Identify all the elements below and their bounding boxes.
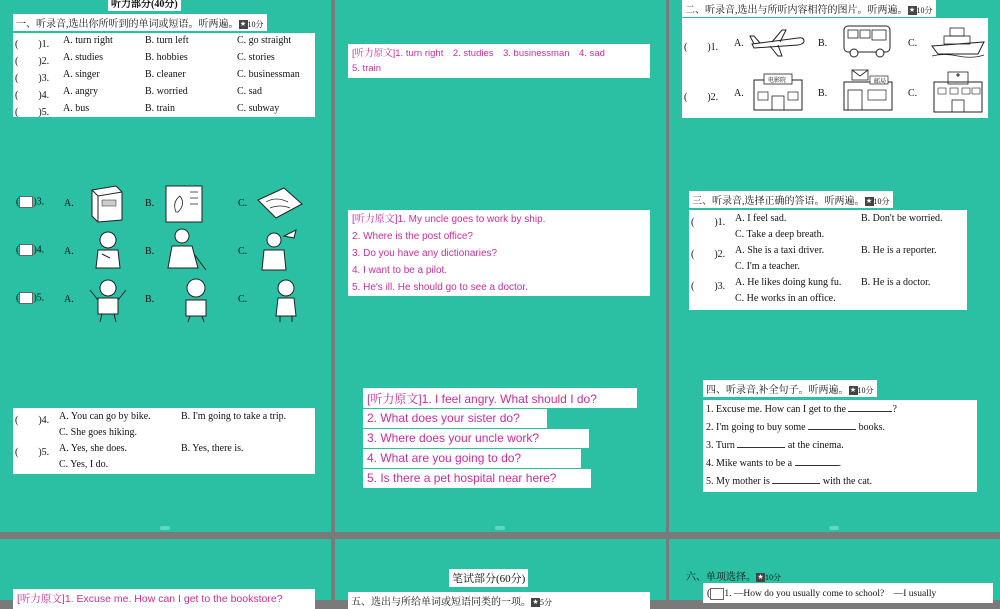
section-heading: 四、听录音,补全句子。听两遍。★10分 (703, 380, 877, 397)
fill-blank-row: 2. I'm going to buy some books. (706, 422, 885, 433)
slide-indicator (829, 526, 839, 530)
option-b[interactable]: B. worried (145, 86, 188, 97)
answer-blank[interactable] (808, 429, 856, 430)
picture-box (682, 18, 988, 118)
script-line-box (363, 409, 547, 428)
option-c[interactable]: C. She goes hiking. (59, 427, 138, 438)
section-heading: 六、单项选择。★10分 (686, 572, 781, 583)
option-c[interactable]: C. businessman (237, 69, 300, 80)
answer-box[interactable] (19, 196, 33, 208)
option-b[interactable]: B. He is a reporter. (861, 245, 937, 256)
slide-5[interactable] (335, 176, 666, 360)
option-a[interactable]: A. bus (63, 103, 90, 114)
star-icon: ★ (849, 386, 857, 395)
question-number: ( )2. (691, 249, 726, 260)
thinking-boy-icon[interactable] (266, 276, 306, 324)
question-row: ( )1. (15, 39, 50, 50)
option-c[interactable]: C. I'm a teacher. (735, 261, 800, 272)
bus-icon[interactable] (840, 22, 896, 60)
option-a[interactable]: A. (734, 88, 744, 99)
script-line-box (363, 449, 581, 468)
dictionary-book-icon[interactable] (88, 182, 128, 224)
section-heading: 五、选出与所给单词或短语同类的一项。★5分 (348, 592, 650, 609)
option-a[interactable]: A. You can go by bike. (59, 411, 151, 422)
question-box: ( 1. —How do you usually come to school? —I usually (703, 583, 993, 603)
post-office-sign: 邮局 (874, 79, 887, 85)
question-number: ( )3. (16, 196, 45, 208)
question-box (703, 400, 977, 492)
map-icon[interactable] (254, 182, 304, 224)
option-b[interactable]: B. (818, 38, 828, 49)
question-row: ( )4. (15, 90, 50, 101)
slide-7[interactable] (0, 348, 331, 532)
fill-blank-row: 5. My mother is with the cat. (706, 476, 873, 487)
script-line: 4. I want to be a pilot. (352, 265, 448, 276)
option-c[interactable]: C. (238, 246, 248, 257)
option-a[interactable]: A. He likes doing kung fu. (735, 277, 842, 288)
question-number: ( )1. (684, 42, 719, 53)
slide-1[interactable] (0, 0, 331, 184)
question-number: ( )5. (16, 292, 45, 304)
script-line: 4. What are you going to do? (367, 451, 522, 465)
script-box (348, 210, 650, 296)
option-b[interactable]: B. He is a doctor. (861, 277, 931, 288)
script-line: 5. Is there a pet hospital near here? (367, 471, 557, 485)
fill-blank-row: 3. Turn at the cinema. (706, 440, 844, 451)
slide-10[interactable] (0, 539, 331, 605)
option-c[interactable]: C. subway (237, 103, 280, 114)
question-number: ( )4. (15, 415, 50, 426)
option-c[interactable]: C. (908, 38, 918, 49)
slide-indicator (160, 526, 170, 530)
question-row: ( )5. (15, 107, 50, 118)
slide-6[interactable] (669, 176, 1000, 360)
option-a[interactable]: A. (64, 198, 74, 209)
section-heading: 三、听录音,选择正确的答语。听两遍。★10分 (689, 191, 893, 208)
question-number: ( )1. (691, 217, 726, 228)
option-a[interactable]: A. Yes, she does. (59, 443, 128, 454)
slide-2[interactable] (335, 0, 666, 184)
answer-blank[interactable] (795, 465, 839, 466)
option-b[interactable]: B. train (145, 103, 175, 114)
script-line: 5. He's ill. He should go to see a doctor. (352, 282, 528, 293)
answer-blank[interactable] (848, 411, 892, 412)
option-c[interactable]: C. Take a deep breath. (735, 229, 825, 240)
fill-blank-row: 4. Mike wants to be a . (706, 458, 842, 469)
slide-3[interactable] (669, 0, 1000, 184)
option-a[interactable]: A. angry (63, 86, 98, 97)
option-b[interactable]: B. (145, 294, 155, 305)
star-icon: ★ (865, 197, 873, 206)
star-icon: ★ (908, 6, 916, 15)
part-title: 听力部分(40分) (108, 0, 181, 11)
option-b[interactable]: B. (145, 198, 155, 209)
hospital-building-icon[interactable] (930, 70, 986, 114)
option-b[interactable]: B. Yes, there is. (181, 443, 244, 454)
option-b[interactable]: B. hobbies (145, 52, 188, 63)
script-line: 2. What does your sister do? (367, 411, 520, 425)
star-icon: ★ (757, 573, 764, 582)
answer-blank[interactable] (772, 483, 820, 484)
option-a[interactable]: A. studies (63, 52, 103, 63)
question-number: ( )5. (15, 447, 50, 458)
option-a[interactable]: A. She is a taxi driver. (735, 245, 825, 256)
answer-box[interactable] (19, 292, 33, 304)
cinema-sign: 电影院 (768, 78, 787, 84)
slide-indicator (495, 526, 505, 530)
slide-12[interactable] (669, 539, 1000, 600)
slide-9[interactable] (669, 348, 1000, 532)
option-c[interactable]: C. stories (237, 52, 275, 63)
script-line-box (363, 388, 637, 408)
option-c[interactable]: C. (238, 198, 248, 209)
script-line: 5. train (352, 63, 382, 74)
option-c[interactable]: C. go straight (237, 35, 292, 46)
question-number: ( )3. (691, 281, 726, 292)
post-office-icon[interactable] (838, 68, 898, 114)
question-text: 1. —How do you usually come to school? —I usually (724, 589, 937, 599)
answer-box[interactable] (19, 244, 33, 256)
script-line-box (363, 469, 591, 488)
option-c[interactable]: C. sad (237, 86, 262, 97)
postcard-icon[interactable] (162, 182, 206, 226)
slide-8[interactable] (335, 348, 666, 532)
option-c[interactable]: C. He works in an office. (735, 293, 836, 304)
script-line: 3. Where does your uncle work? (367, 431, 540, 445)
answer-blank[interactable] (737, 447, 785, 448)
answer-box[interactable] (710, 588, 724, 600)
question-box (689, 210, 967, 310)
question-row: ( )2. (15, 56, 50, 67)
angry-boy-icon[interactable] (176, 276, 216, 324)
option-b[interactable]: B. turn left (145, 35, 189, 46)
section-heading: 二、听录音,选出与所听内容相符的图片。听两遍。★10分 (682, 0, 936, 17)
option-b[interactable]: B. (145, 246, 155, 257)
farmer-icon[interactable] (164, 226, 208, 274)
script-line: [听力原文]1. turn right 2. studies 3. businessman 4. sad (352, 48, 605, 59)
slide-11[interactable] (335, 539, 666, 608)
section-heading: 一、听录音,选出你所听到的单词或短语。听两遍。★10分 (13, 14, 267, 31)
question-box (13, 408, 315, 474)
option-c[interactable]: C. Yes, I do. (59, 459, 109, 470)
sick-boy-icon[interactable] (88, 228, 128, 274)
question-number: ( )2. (684, 92, 719, 103)
star-icon: ★ (532, 598, 539, 607)
option-c[interactable]: C. (238, 294, 248, 305)
option-a[interactable]: A. (64, 246, 74, 257)
question-box (13, 33, 315, 117)
option-a[interactable]: A. (734, 38, 744, 49)
star-icon: ★ (239, 20, 247, 29)
option-a[interactable]: A. I feel sad. (735, 213, 787, 224)
ship-icon[interactable] (930, 24, 986, 58)
option-a[interactable]: A. turn right (63, 35, 113, 46)
option-b[interactable]: B. I'm going to take a trip. (181, 411, 287, 422)
airplane-icon[interactable] (748, 26, 806, 58)
question-number: ( )4. (16, 244, 45, 256)
slide-4[interactable] (0, 176, 331, 360)
script-line: [听力原文]1. My uncle goes to work by ship. (352, 214, 546, 225)
pilot-icon[interactable] (254, 228, 298, 274)
happy-boy-icon[interactable] (88, 276, 128, 324)
option-b[interactable]: B. Don't be worried. (861, 213, 943, 224)
question-row: ( )3. (15, 73, 50, 84)
script-line-box (363, 429, 589, 448)
part-title: 笔试部分(60分) (449, 569, 528, 587)
script-line: 2. Where is the post office? (352, 231, 473, 242)
script-line: [听力原文]1. Excuse me. How can I get to the bookstore? (17, 593, 283, 605)
script-line: [听力原文]1. I feel angry. What should I do? (367, 392, 597, 406)
script-box (13, 589, 315, 609)
option-a[interactable]: A. (64, 294, 74, 305)
script-line: 3. Do you have any dictionaries? (352, 248, 498, 259)
option-a[interactable]: A. singer (63, 69, 100, 80)
option-c[interactable]: C. (908, 88, 918, 99)
script-box (348, 44, 650, 78)
option-b[interactable]: B. (818, 88, 828, 99)
fill-blank-row: 1. Excuse me. How can I get to the ? (706, 404, 897, 415)
option-b[interactable]: B. cleaner (145, 69, 186, 80)
